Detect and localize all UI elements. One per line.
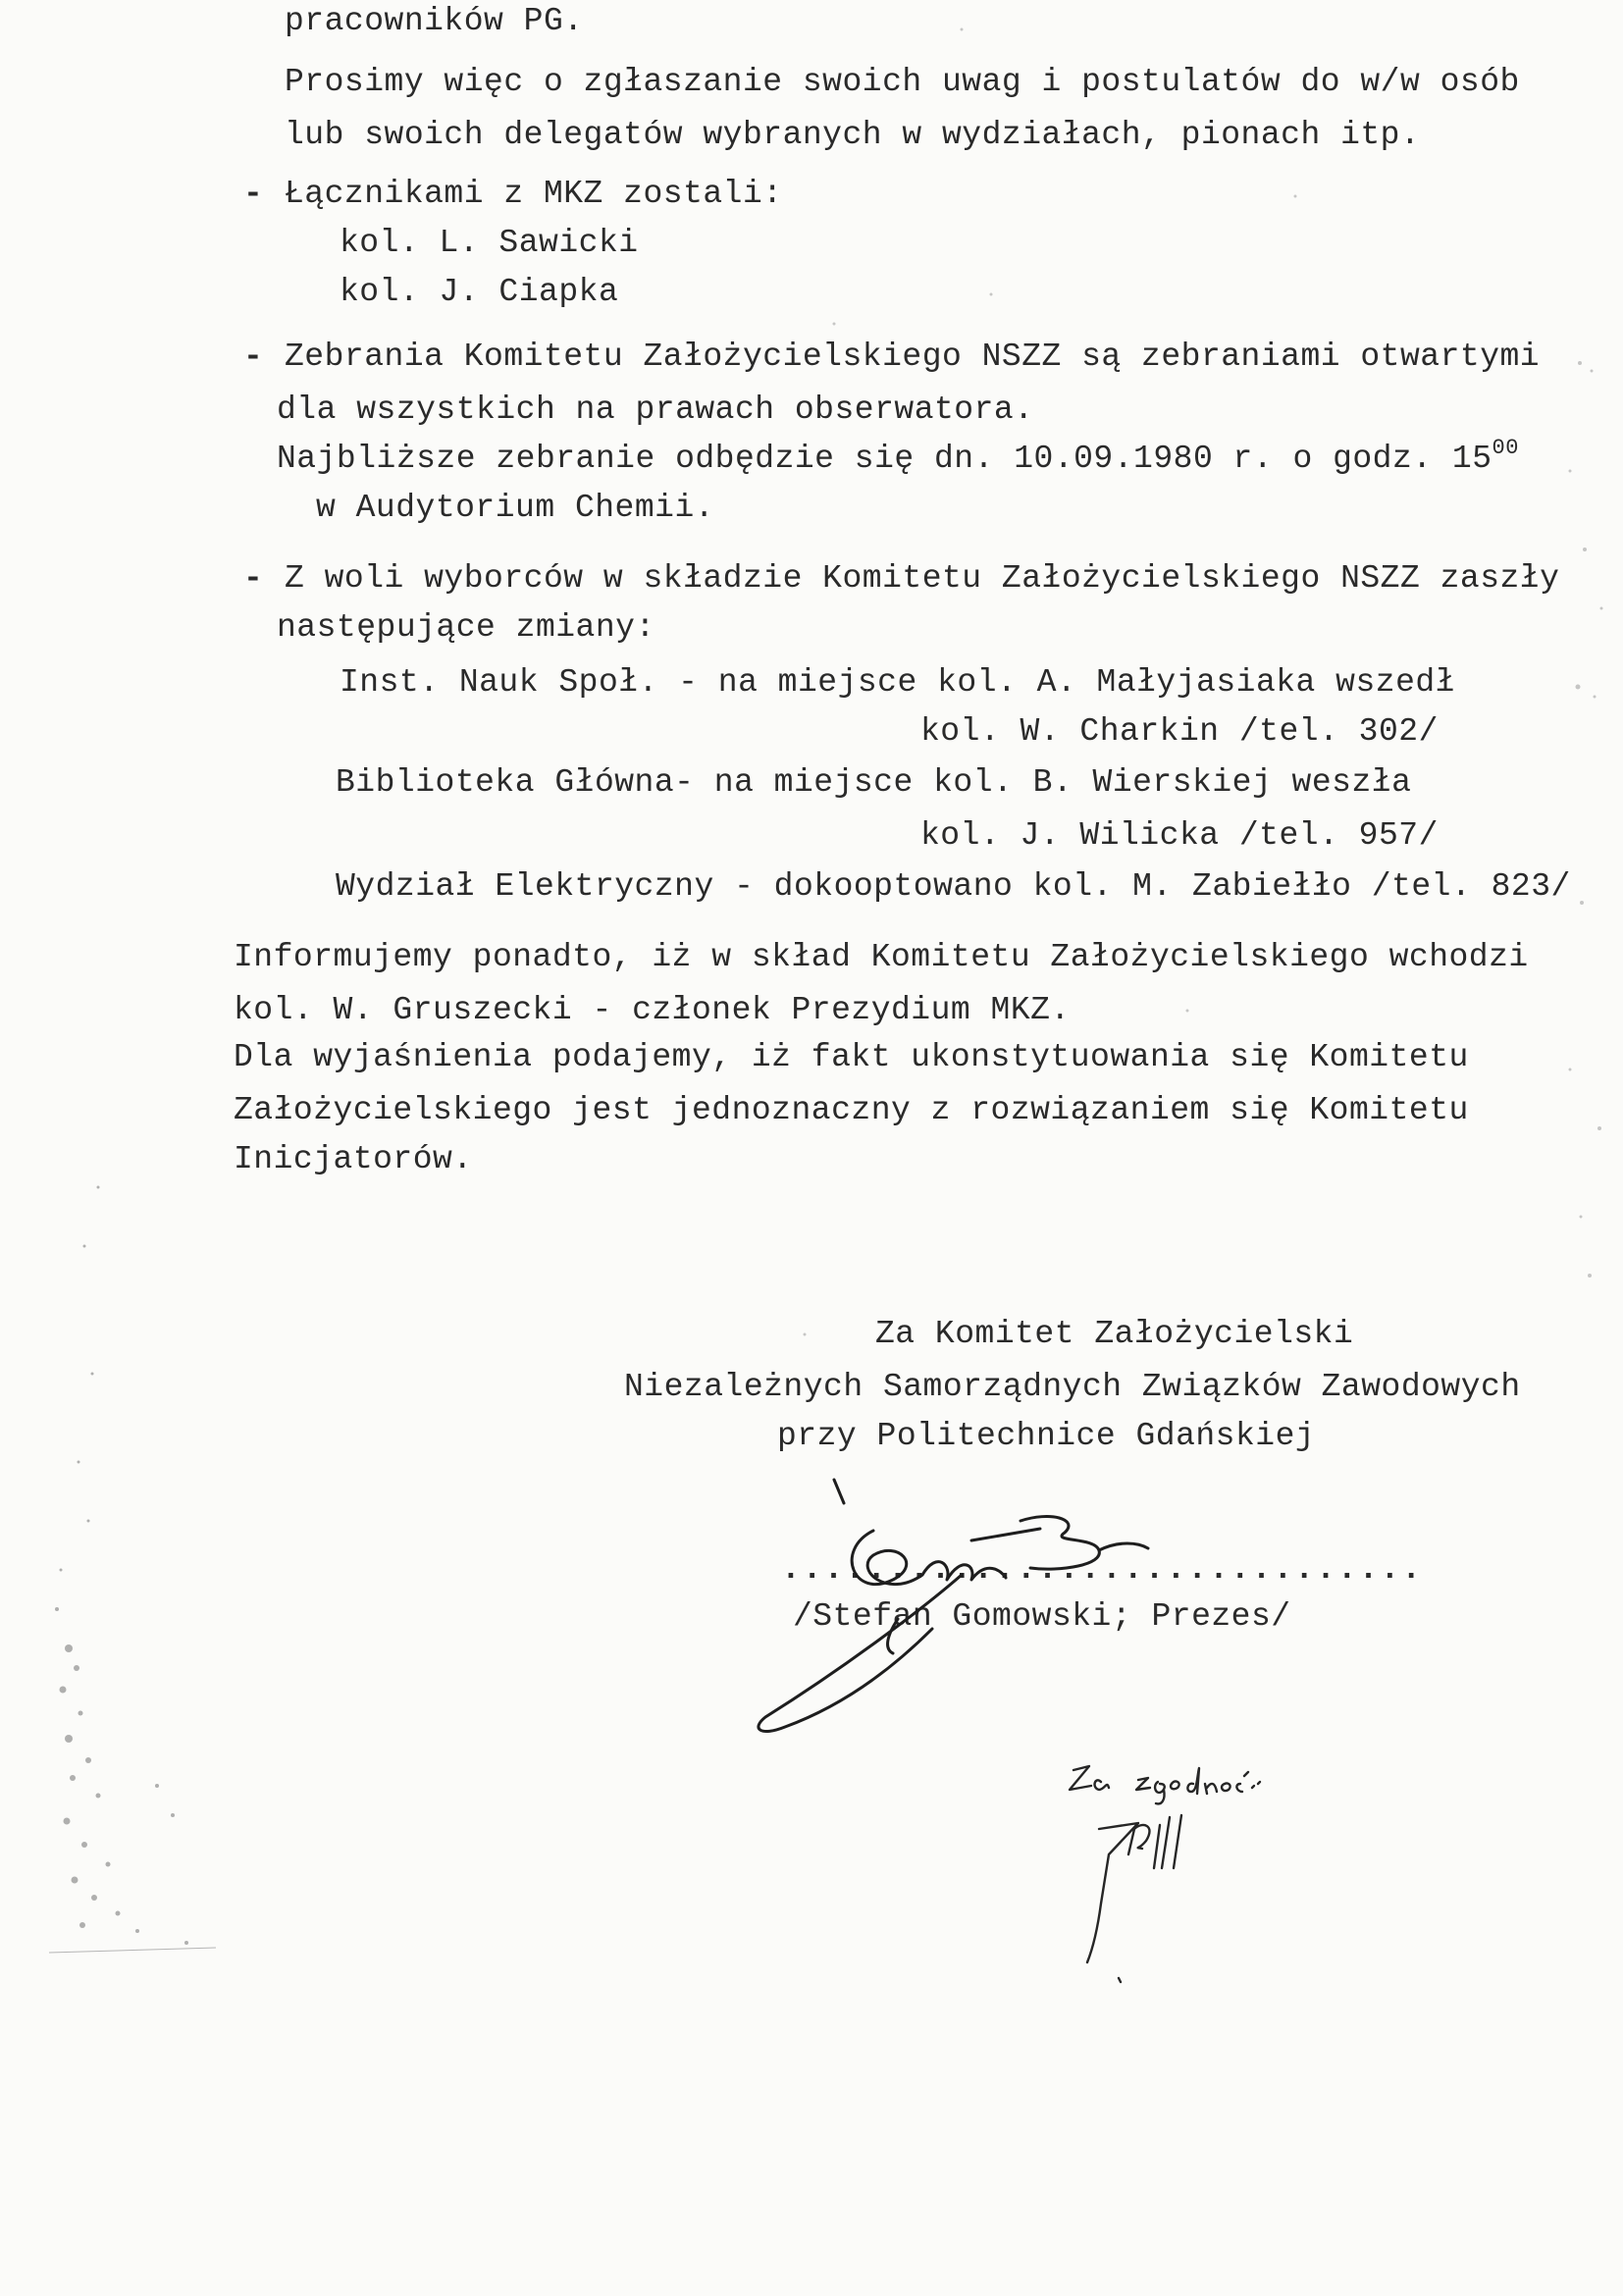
changes-bullet: - <box>243 560 263 597</box>
signature-dots: .............................. <box>781 1551 1424 1588</box>
intro-line-2: Prosimy więc o zgłaszanie swoich uwag i postulatów do w/w osób <box>285 64 1520 100</box>
intro-line-1: pracowników PG. <box>285 3 584 39</box>
change-library-line-1: Biblioteka Główna- na miejsce kol. B. Wierskiej weszła <box>336 764 1412 801</box>
closing-line-2: Niezależnych Samorządnych Związków Zawodowych <box>624 1369 1521 1405</box>
change-inst-line-2: kol. W. Charkin /tel. 302/ <box>920 713 1439 750</box>
info-line-1: Informujemy ponadto, iż w skład Komitetu Założycielskiego wchodzi <box>234 939 1529 975</box>
meetings-line-1: Zebrania Komitetu Założycielskiego NSZZ są zebraniami otwartymi <box>285 339 1541 375</box>
meetings-line-4: w Audytorium Chemii. <box>316 490 715 526</box>
changes-line-1: Z woli wyborców w składzie Komitetu Założycielskiego NSZZ zaszły <box>285 560 1560 597</box>
change-library-line-2: kol. J. Wilicka /tel. 957/ <box>920 817 1439 854</box>
info-line-4: Założycielskiego jest jednoznaczny z rozwiązaniem się Komitetu <box>234 1092 1469 1128</box>
liaisons-bullet: - <box>243 176 263 212</box>
change-electrical-line: Wydział Elektryczny - dokooptowano kol. M. Zabiełło /tel. 823/ <box>336 868 1571 905</box>
closing-line-1: Za Komitet Założycielski <box>875 1316 1354 1352</box>
intro-line-3: lub swoich delegatów wybranych w wydziałach, pionach itp. <box>285 117 1421 153</box>
meeting-date-text: Najbliższe zebranie odbędzie się dn. 10.09.1980 r. o godz. 15 <box>277 441 1492 477</box>
changes-line-2: następujące zmiany: <box>277 609 655 646</box>
meetings-bullet: - <box>243 339 263 375</box>
za-zgodnosc-annotation <box>1040 1747 1335 2002</box>
meeting-time-minutes: 00 <box>1492 436 1519 460</box>
meetings-line-2: dla wszystkich na prawach obserwatora. <box>277 391 1034 428</box>
signatory-name: /Stefan Gomowski; Prezes/ <box>793 1598 1291 1635</box>
info-line-5: Inicjatorów. <box>234 1141 473 1177</box>
liaison-person-1: kol. L. Sawicki <box>340 225 639 261</box>
change-inst-line-1: Inst. Nauk Społ. - na miejsce kol. A. Małyjasiaka wszedł <box>340 664 1455 701</box>
info-line-2: kol. W. Gruszecki - członek Prezydium MKZ. <box>234 992 1071 1028</box>
closing-line-3: przy Politechnice Gdańskiej <box>777 1418 1316 1454</box>
liaison-person-2: kol. J. Ciapka <box>340 274 619 310</box>
meetings-line-3 <box>277 436 1519 479</box>
info-line-3: Dla wyjaśnienia podajemy, iż fakt ukonstytuowania się Komitetu <box>234 1039 1469 1075</box>
liaisons-heading: Łącznikami z MKZ zostali: <box>285 176 783 212</box>
